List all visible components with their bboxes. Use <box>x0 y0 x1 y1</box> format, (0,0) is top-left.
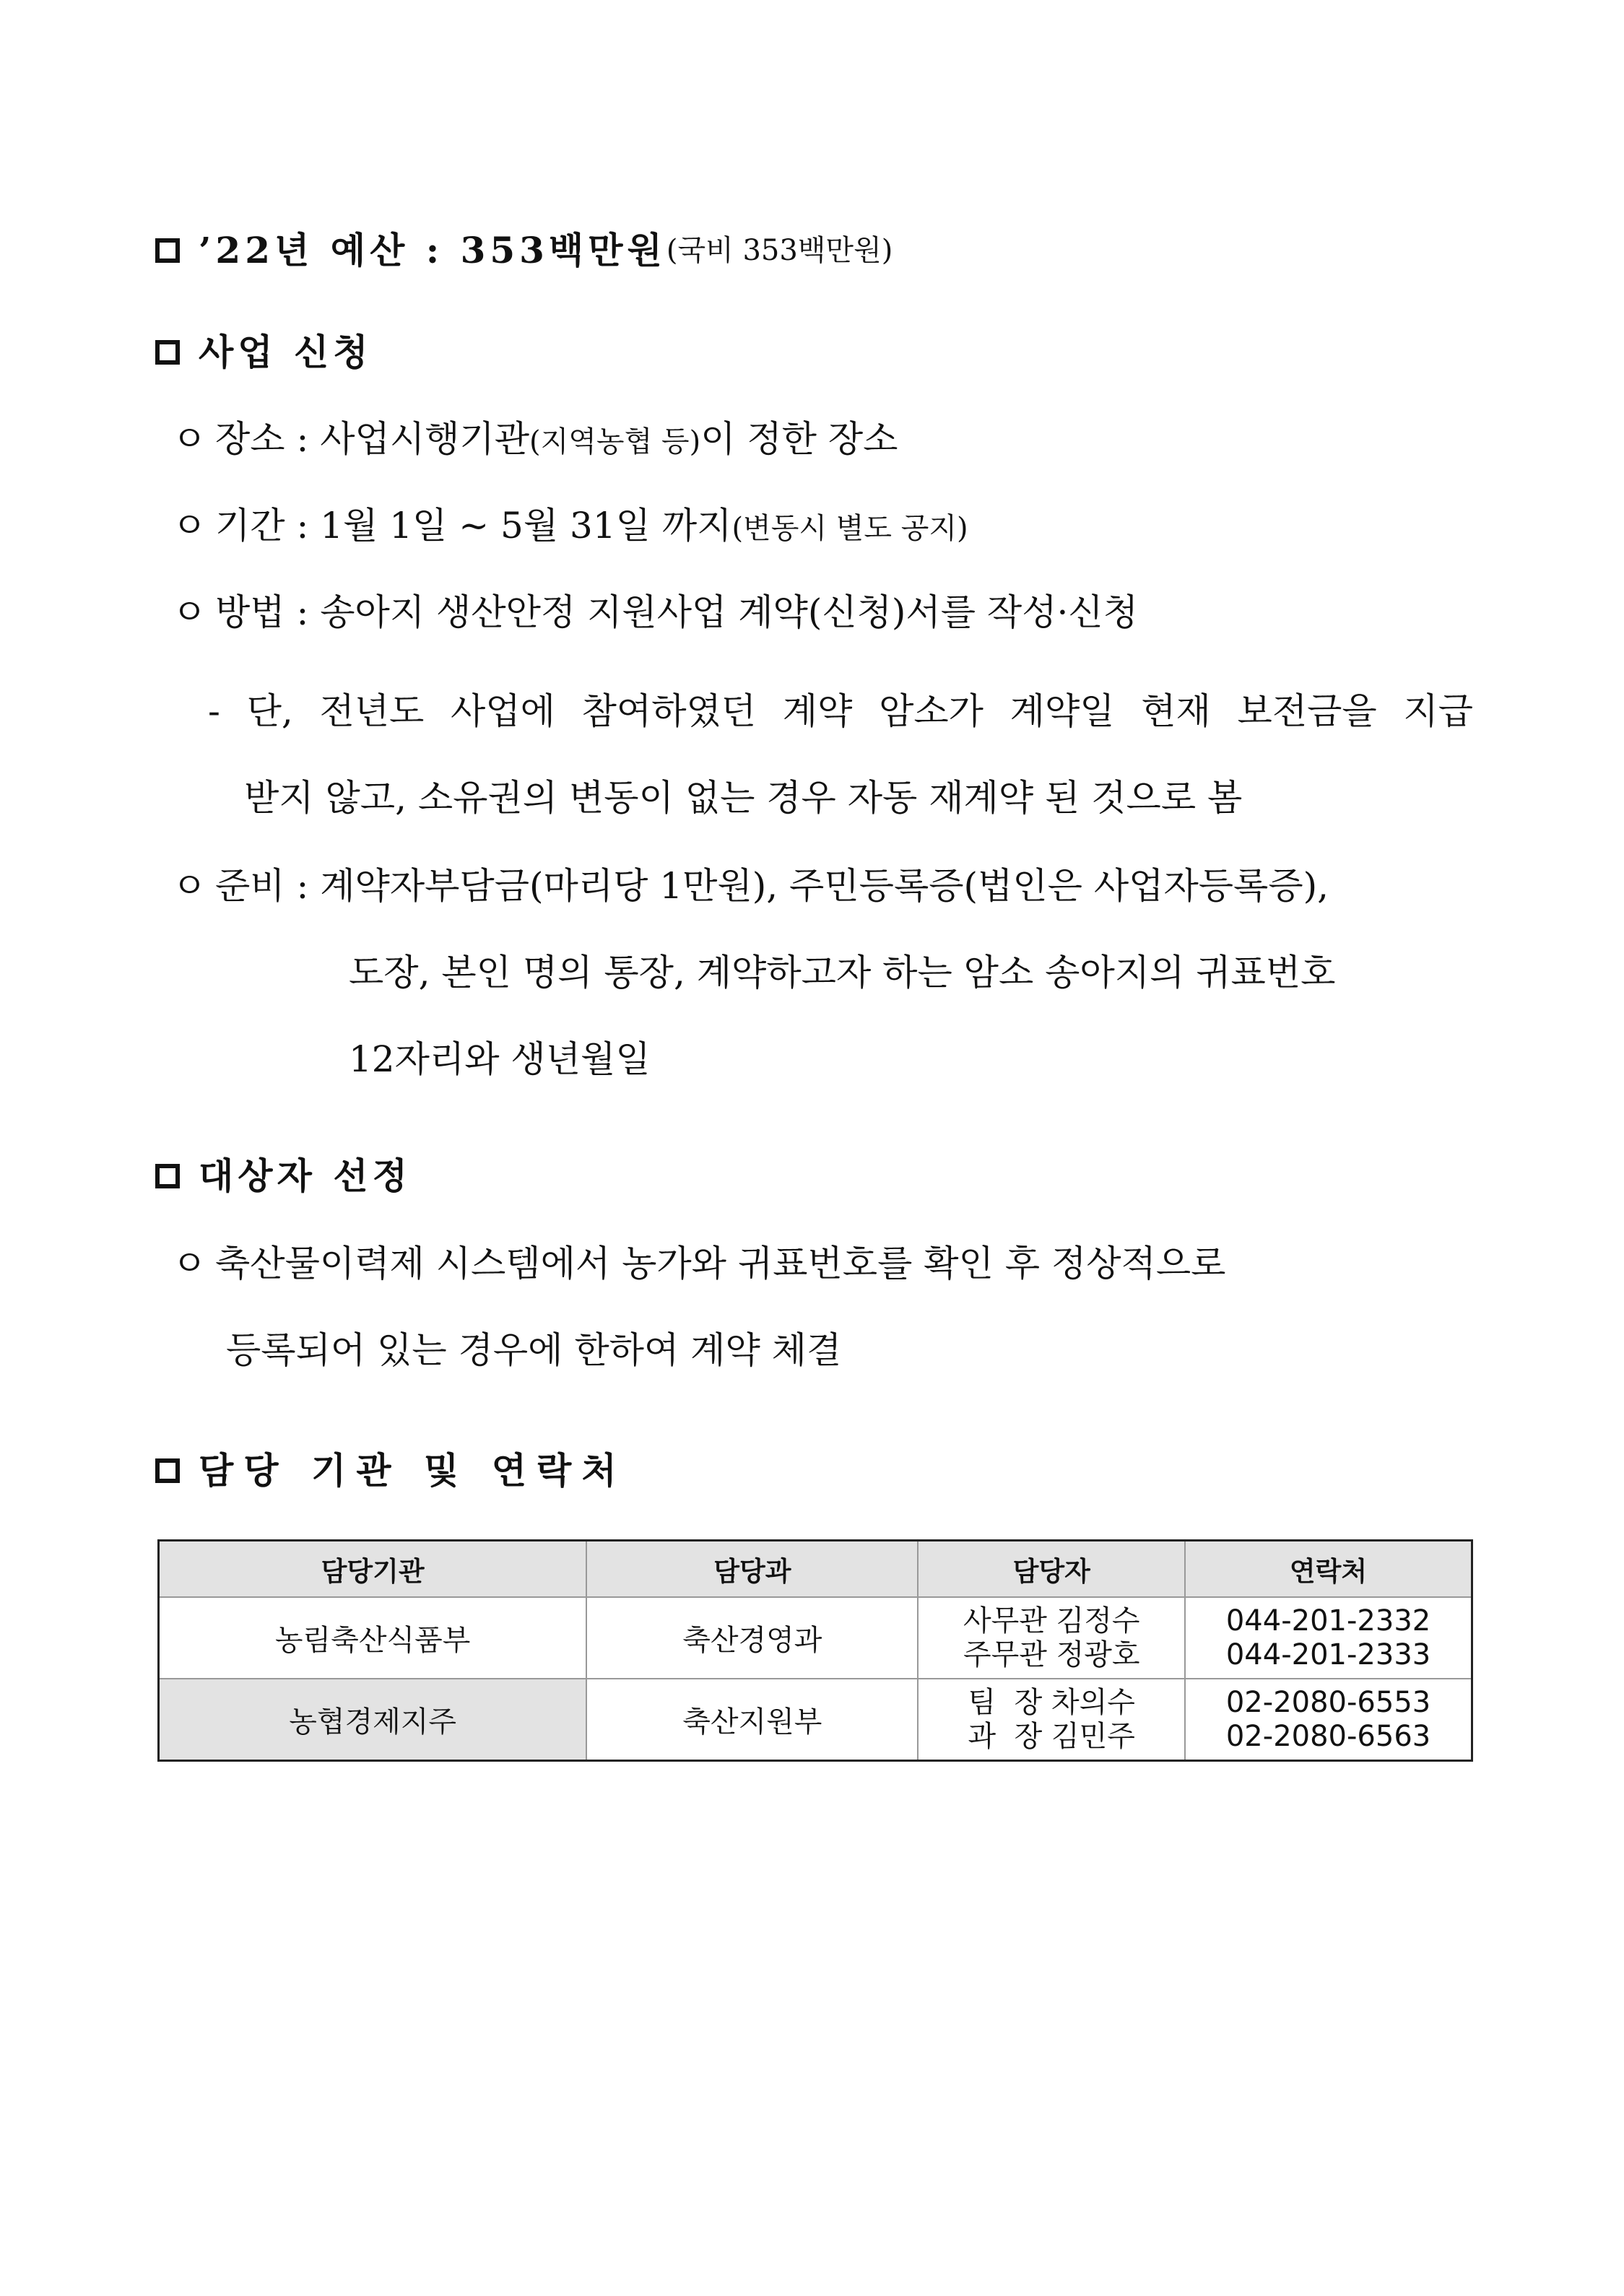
table-row <box>159 1597 1472 1679</box>
phone-cell <box>1185 1597 1472 1679</box>
application-heading <box>155 327 373 378</box>
period-note: (변동시 별도 공지) <box>731 512 968 545</box>
column-header: 담당자 <box>918 1541 1185 1598</box>
bullet-icon: ㅇ <box>172 865 207 907</box>
checkbox-icon <box>155 1458 180 1483</box>
column-header: 담당기관 <box>159 1541 587 1598</box>
prep-line-3: 12자리와 생년월일 <box>349 1038 651 1080</box>
agency-cell: 농협경제지주 <box>159 1679 587 1761</box>
prep-line-1: 준비 : 계약자부담금(마리당 1만원), 주민등록증(법인은 사업자등록증), <box>215 865 1329 907</box>
proviso-line-1: - 단, 전년도 사업에 참여하였던 계약 암소가 계약일 현재 보전금을 지급 <box>208 690 1473 732</box>
contacts-heading-text: 담당 기관 및 연락처 <box>199 1449 627 1492</box>
selection-heading <box>155 1151 412 1201</box>
contacts-table <box>157 1539 1473 1762</box>
method-line <box>172 587 1138 638</box>
phone-number: 044-201-2333 <box>1225 1638 1431 1671</box>
application-heading-text: 사업 신청 <box>199 331 373 373</box>
prep-line-2: 도장, 본인 명의 통장, 계약하고자 하는 암소 송아지의 귀표번호 <box>349 952 1336 993</box>
bullet-icon: ㅇ <box>172 505 207 547</box>
phone-number: 02-2080-6563 <box>1225 1719 1431 1753</box>
budget-note: (국비 353백만원) <box>666 234 893 267</box>
prep-line <box>172 861 1329 911</box>
proviso-line-2: 받지 않고, 소유권의 변동이 없는 경우 자동 재계약 된 것으로 봄 <box>244 777 1243 819</box>
phone-cell <box>1185 1679 1472 1761</box>
bullet-icon: ㅇ <box>172 591 207 633</box>
budget-heading <box>155 225 893 276</box>
agency-cell: 농림축산식품부 <box>159 1597 587 1679</box>
phone-number: 02-2080-6553 <box>1225 1685 1431 1719</box>
phone-number: 044-201-2332 <box>1225 1604 1431 1638</box>
place-text: 사업시행기관 <box>320 418 530 460</box>
person-cell <box>918 1597 1185 1679</box>
person-name: 과 장 김민주 <box>968 1719 1135 1753</box>
place-label: 장소 : <box>215 418 321 460</box>
person-cell <box>918 1679 1185 1761</box>
table-row <box>159 1679 1472 1761</box>
person-name: 주무관 정광호 <box>963 1638 1140 1671</box>
checkbox-icon <box>155 1164 180 1188</box>
bullet-icon: ㅇ <box>172 418 207 460</box>
person-name: 팀 장 차의수 <box>968 1685 1135 1719</box>
place-note: (지역농협 등) <box>529 425 701 458</box>
selection-line <box>172 1238 1225 1289</box>
person-name: 사무관 김정수 <box>963 1604 1140 1638</box>
selection-heading-text: 대상자 선정 <box>199 1154 412 1197</box>
period-line <box>172 500 968 554</box>
budget-label: ’22년 예산 : 353백만원 <box>199 229 666 271</box>
place-tail: 이 정한 장소 <box>700 418 898 460</box>
column-header: 담당과 <box>586 1541 918 1598</box>
checkbox-icon <box>155 238 180 263</box>
selection-line-2: 등록되어 있는 경우에 한하여 계약 체결 <box>226 1329 842 1371</box>
selection-line-1: 축산물이력제 시스템에서 농가와 귀표번호를 확인 후 정상적으로 <box>215 1243 1226 1284</box>
contacts-heading <box>155 1445 627 1496</box>
table-header-row <box>159 1541 1472 1598</box>
bullet-icon: ㅇ <box>172 1243 207 1284</box>
checkbox-icon <box>155 340 180 365</box>
period-label: 기간 : 1월 1일 ~ 5월 31일 까지 <box>215 505 732 547</box>
department-cell: 축산지원부 <box>586 1679 918 1761</box>
method-text: 방법 : 송아지 생산안정 지원사업 계약(신청)서를 작성·신청 <box>215 591 1139 633</box>
place-line <box>172 414 898 467</box>
department-cell: 축산경영과 <box>586 1597 918 1679</box>
column-header: 연락처 <box>1185 1541 1472 1598</box>
